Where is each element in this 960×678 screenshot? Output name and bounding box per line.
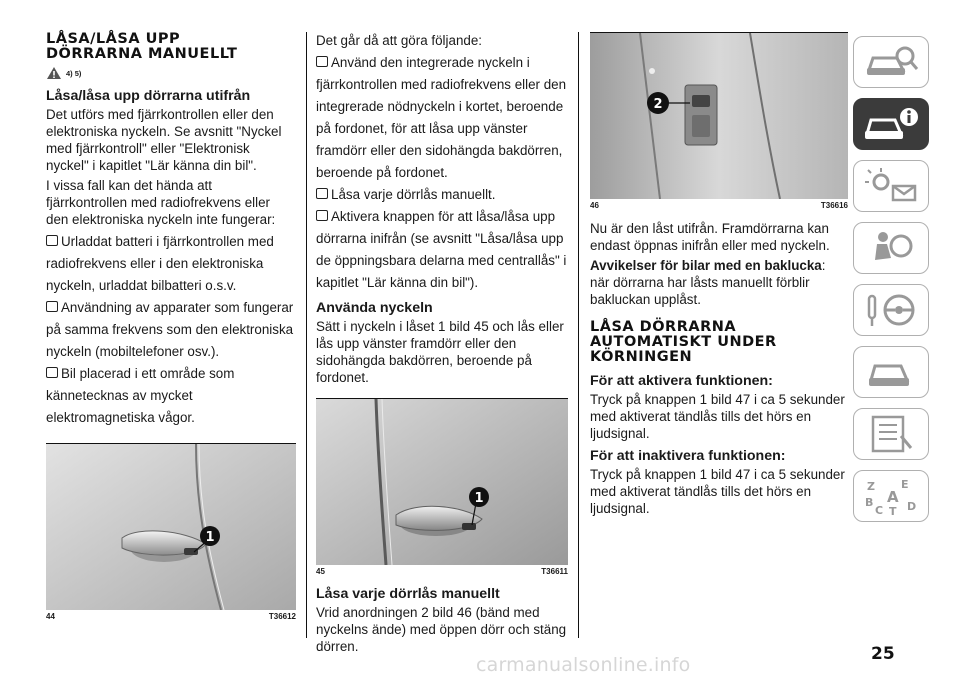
chapter-tab-checklist[interactable] [853,408,929,460]
svg-text:E: E [901,478,909,491]
heading-deactivate: För att inaktivera funktionen: [590,448,786,464]
paragraph: Det utförs med fjärrkontrollen eller den elektroniska nyckeln. Se avsnitt "Nyckel med fjärrkontroll" eller "Elektronisk nyckel" i kapitlet "Lär känna din bil". [46,107,282,173]
heading-manual-lock: Låsa varje dörrlås manuellt [316,586,500,602]
checkbox-bullet-icon [316,188,328,199]
chapter-tab-warning-lights[interactable] [853,160,929,212]
paragraph: I vissa fall kan det hända att fjärrkontrollen med radiofrekvens eller den elektroniska nyckeln inte fungerar: [46,178,276,227]
chapter-tab-steering[interactable] [853,284,929,336]
door-latch-photo [590,33,848,199]
column-1 [46,32,296,621]
paragraph: Tryck på knappen 1 bild 47 i ca 5 sekunder med aktiverat tändlås tills det hörs en ljudsignal. [590,467,845,516]
page-number: 25 [871,644,895,664]
callout-label: 2 [653,97,663,112]
figure-caption: 44 T36612 [46,612,296,621]
column-3 [590,32,848,520]
watermark: carmanualsonline.info [476,654,691,676]
figure-caption: 45 T36611 [316,567,568,576]
warning-lights-icon [861,166,921,206]
chapter-sidebar [853,36,929,532]
checkbox-bullet-icon [46,301,58,312]
paragraph: Avvikelser för bilar med en baklucka: när dörrarna har låsts manuellt förblir bakluckan upplåst. [590,258,826,307]
list-item: Urladdat batteri i fjärrkontrollen med radiofrekvens eller i den elektroniska nyckeln, urladdat bilbatteri o.s.v. [46,234,274,293]
car-search-icon [861,42,921,82]
paragraph: Vrid anordningen 2 bild 46 (bänd med nyckelns ände) med öppen dörr och stäng dörren. [316,605,567,654]
chapter-tab-car-info[interactable] [853,98,929,150]
svg-text:T: T [889,505,897,516]
svg-text:B: B [865,496,874,509]
column-divider [578,32,579,638]
steering-key-icon [861,290,921,330]
svg-text:C: C [875,504,884,516]
warning-reference: 4) 5) [46,66,296,80]
alphabet-index-icon [861,476,921,516]
figure-45 [316,398,568,576]
callout-label: 1 [205,530,215,545]
paragraph: Det går då att göra följande: [316,33,483,48]
checklist-icon [861,414,921,454]
list-item: Bil placerad i ett område som kännetecknas av mycket elektromagnetiska vågor. [46,366,235,425]
chapter-tab-car-search[interactable] [853,36,929,88]
warning-triangle-icon [46,66,62,80]
figure-caption: 46 T36616 [590,201,848,210]
section-title-manual-lock: LÅSA/LÅSA UPP DÖRRARNA MANUELLT [46,31,238,62]
svg-text:A: A [887,488,899,506]
chapter-tab-service[interactable] [853,346,929,398]
chapter-tab-airbag[interactable] [853,222,929,274]
checkbox-bullet-icon [46,235,58,246]
figure-46 [590,32,848,210]
paragraph: Sätt i nyckeln i låset 1 bild 45 och lås eller lås upp vänster framdörr eller den sidohängda bakdörren, beroende på fordonet. [316,319,564,385]
car-service-icon [861,352,921,392]
heading-outside: Låsa/låsa upp dörrarna utifrån [46,88,251,104]
list-item: Aktivera knappen för att låsa/låsa upp dörrarna inifrån (se avsnitt "Låsa/låsa upp de öppningsbara delarna med centrallås" i kapitlet "Lär känna din bil"). [316,209,567,290]
airbag-icon [861,228,921,268]
checkbox-bullet-icon [316,210,328,221]
callout-label: 1 [474,491,484,506]
svg-text:D: D [907,500,917,513]
list-item: Låsa varje dörrlås manuellt. [316,184,568,206]
heading-use-key: Använda nyckeln [316,300,433,316]
figure-44 [46,443,296,621]
svg-text:Z: Z [867,480,875,493]
door-handle-photo [46,444,296,610]
paragraph: Nu är den låst utifrån. Framdörrarna kan endast öppnas inifrån eller med nyckeln. [590,221,830,253]
heading-activate: För att aktivera funktionen: [590,373,773,389]
car-info-icon [861,104,921,144]
list-item: Användning av apparater som fungerar på samma frekvens som den elektroniska nyckeln (mobiltelefoner osv.). [46,300,294,359]
paragraph: Tryck på knappen 1 bild 47 i ca 5 sekunder med aktiverat tändlås tills det hörs en ljudsignal. [590,392,845,441]
checkbox-bullet-icon [46,367,58,378]
chapter-tab-index[interactable] [853,470,929,522]
column-2 [316,32,568,658]
checkbox-bullet-icon [316,56,328,67]
list-item: Använd den integrerade nyckeln i fjärrkontrollen med radiofrekvens eller den integrerade nödnyckeln i kortet, beroende på fordonet, för att låsa upp vänster framdörr eller den sidohängda bakdörren, beroende på fordonet. [316,55,567,180]
column-divider [306,32,307,638]
section-title-auto-lock: LÅSA DÖRRARNA AUTOMATISKT UNDER KÖRNINGEN [590,319,777,365]
door-handle-photo [316,399,568,565]
